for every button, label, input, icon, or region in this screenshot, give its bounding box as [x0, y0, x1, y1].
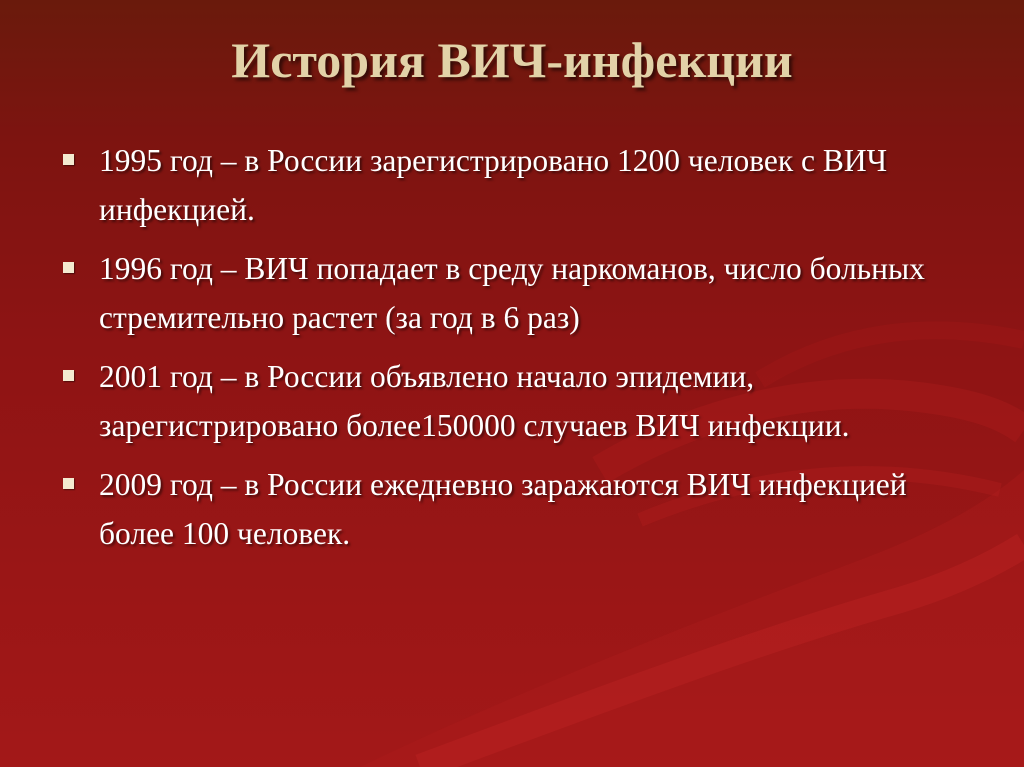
slide-title: История ВИЧ-инфекции [231, 32, 793, 88]
bullet-item-2001 [62, 352, 962, 450]
square-bullet-icon [63, 478, 74, 489]
square-bullet-icon [63, 370, 74, 381]
bullet-text: 1995 год – в России зарегистрировано 1200 человек с ВИЧ инфекцией. [99, 143, 888, 227]
bullet-item-1995 [62, 136, 962, 234]
bullet-text: 1996 год – ВИЧ попадает в среду наркоманов, число больных стремительно растет (за год в 6 раз) [99, 251, 925, 335]
square-bullet-icon [63, 154, 74, 165]
bullet-item-2009 [62, 460, 962, 558]
bullet-list [62, 136, 962, 568]
square-bullet-icon [63, 262, 74, 273]
bullet-item-1996 [62, 244, 962, 342]
bullet-text: 2009 год – в России ежедневно заражаются ВИЧ инфекцией более 100 человек. [99, 467, 907, 551]
bullet-text: 2001 год – в России объявлено начало эпидемии, зарегистрировано более150000 случаев ВИЧ инфекции. [99, 359, 850, 443]
